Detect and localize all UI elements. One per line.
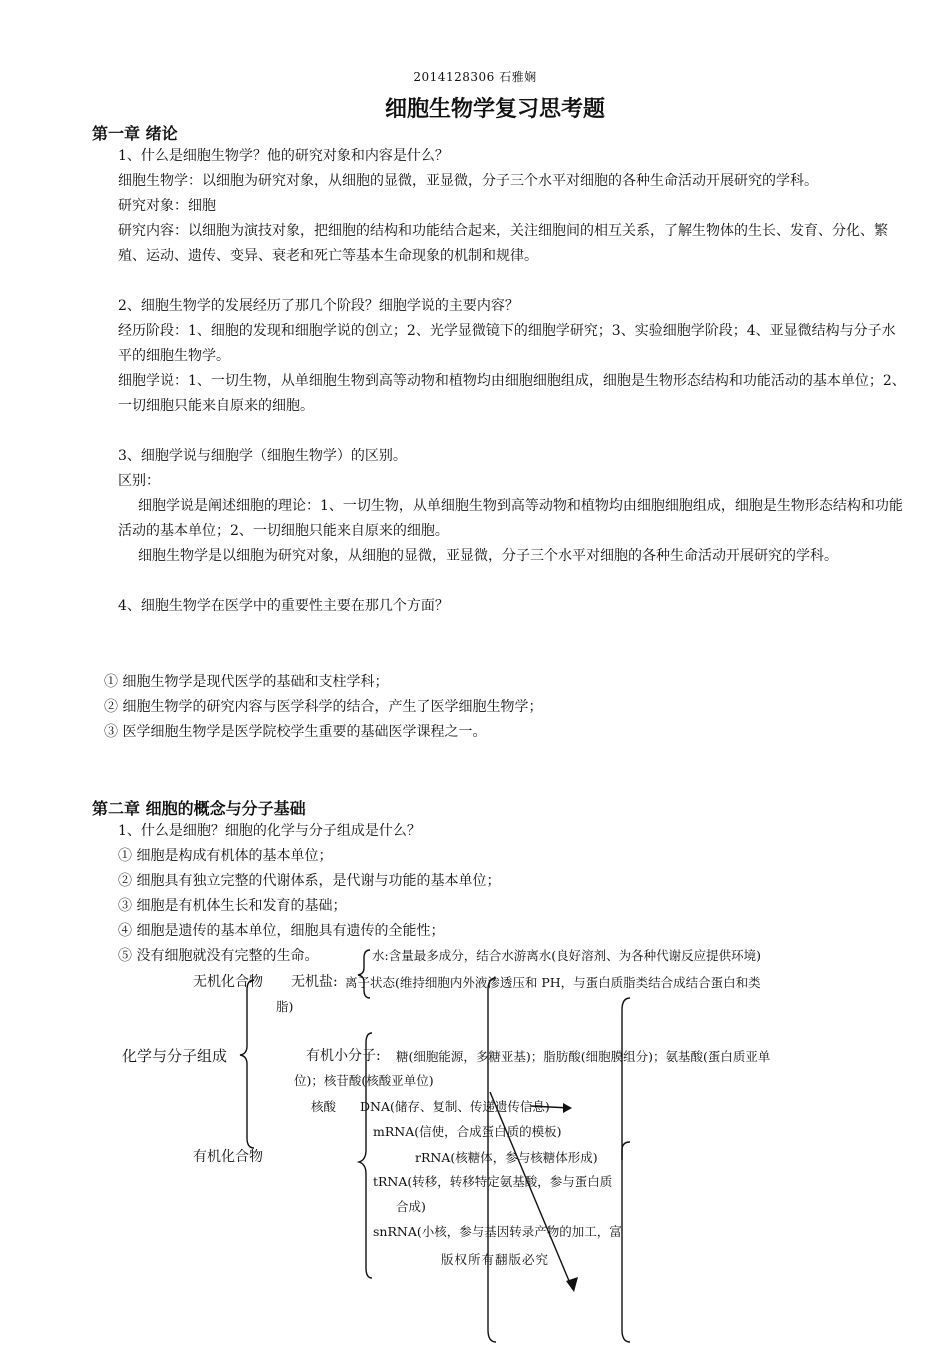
question-4: 4、细胞生物学在医学中的重要性主要在那几个方面？ (118, 598, 449, 614)
answer-cell-theory: 细胞学说：1、一切生物，从单细胞生物到高等动物和植物均由细胞细胞组成，细胞是生物形态结构和功能活动的基本单位；2、一切细胞只能来自原来的细胞。 (118, 373, 906, 414)
answer-object: 研究对象：细胞 (118, 198, 216, 214)
diagram-mrna: mRNA(信使，合成蛋白质的模板) (373, 1124, 562, 1139)
bracket-root (240, 980, 254, 1148)
page-footer: 版权所有翻版必究 (441, 1252, 550, 1267)
diagram-salt-text: 离子状态(维持细胞内外液渗透压和 PH，与蛋白质脂类结合成结合蛋白和类 (345, 975, 761, 990)
list-item: ① 细胞是构成有机体的基本单位； (118, 848, 333, 864)
bracket-inorganic (358, 950, 370, 998)
diagram-organic: 有机化合物 (193, 1149, 263, 1165)
bracket-organic (359, 1033, 372, 1278)
diagram-rrna: rRNA(核糖体，参与核糖体形成) (415, 1150, 598, 1165)
diagram-dna: DNA(储存、复制、传递遗传信息) (360, 1099, 550, 1114)
question-2: 2、细胞生物学的发展经历了那几个阶段？细胞学说的主要内容？ (118, 298, 519, 314)
answer-diff-2: 细胞生物学是以细胞为研究对象，从细胞的显微，亚显微，分子三个水平对细胞的各种生命活动开展研究的学科。 (138, 548, 838, 564)
question-1: 1、什么是细胞生物学？他的研究对象和内容是什么？ (118, 148, 449, 164)
diagram-trna: tRNA(转移，转移特定氨基酸，参与蛋白质 (373, 1174, 613, 1189)
answer-diff-1: 细胞学说是阐述细胞的理论：1、一切生物，从单细胞生物到高等动物和植物均由细胞细胞组成，细胞是生物形态结构和功能活动的基本单位；2、一切细胞只能来自原来的细胞。 (118, 498, 903, 539)
list-item: ① 细胞生物学是现代医学的基础和支柱学科； (104, 674, 389, 690)
diagram-small-label: 有机小分子: (306, 1048, 381, 1064)
answer-diff-label: 区别： (118, 473, 160, 489)
list-item: ② 细胞生物学的研究内容与医学科学的结合，产生了医学细胞生物学； (104, 699, 543, 715)
document-header: 2014128306 石雅娴 (413, 70, 537, 84)
chapter-1-heading: 第一章 绪论 (92, 124, 178, 143)
bracket-rna (622, 1142, 630, 1160)
list-item: ⑤ 没有细胞就没有完整的生命。 (118, 948, 319, 964)
list-item: ③ 细胞是有机体生长和发育的基础； (118, 898, 347, 914)
diagram-salt-label: 无机盐: (291, 974, 338, 990)
diagram-trna-cont: 合成) (396, 1199, 426, 1214)
diagram-water: 水:含量最多成分，结合水游离水(良好溶剂、为各种代谢反应提供环境) (372, 948, 761, 963)
diagram-small-text: 糖(细胞能源，多糖亚基)；脂肪酸(细胞膜组分)；氨基酸(蛋白质亚单 (396, 1049, 771, 1064)
list-item: ② 细胞具有独立完整的代谢体系，是代谢与功能的基本单位； (118, 873, 501, 889)
arrowhead-dna (563, 1103, 572, 1113)
answer-content: 研究内容：以细胞为演技对象，把细胞的结构和功能结合起来，关注细胞间的相互关系，了解生物体的生长、发育、分化、繁殖、运动、遗传、变异、衰老和死亡等基本生命现象的机制和规律。 (118, 223, 888, 264)
arrow-diagonal (490, 1092, 572, 1288)
diagram-salt-cont: 脂) (276, 999, 294, 1014)
diagram-snrna: snRNA(小核，参与基因转录产物的加工，富 (373, 1224, 622, 1239)
list-item: ③ 医学细胞生物学是医学院校学生重要的基础医学课程之一。 (104, 724, 487, 740)
chapter-2-heading: 第二章 细胞的概念与分子基础 (92, 799, 306, 818)
answer-stages: 经历阶段：1、细胞的发现和细胞学说的创立；2、光学显微镜下的细胞学研究；3、实验细胞学阶段；4、亚显微结构与分子水平的细胞生物学。 (118, 323, 896, 364)
question-1: 1、什么是细胞？细胞的化学与分子组成是什么？ (118, 823, 421, 839)
diagram-root: 化学与分子组成 (122, 1047, 228, 1065)
bracket-tall-right (622, 998, 630, 1342)
diagram-inorganic: 无机化合物 (193, 974, 263, 990)
bracket-tall-middle (488, 978, 496, 1342)
page-title: 细胞生物学复习思考题 (384, 96, 605, 122)
diagram-small-cont: 位)；核苷酸(核酸亚单位) (294, 1073, 434, 1088)
question-3: 3、细胞学说与细胞学（细胞生物学）的区别。 (118, 448, 407, 464)
answer-definition: 细胞生物学：以细胞为研究对象，从细胞的显微，亚显微，分子三个水平对细胞的各种生命活动开展研究的学科。 (118, 173, 818, 189)
diagram-nucleic: 核酸 (311, 1099, 337, 1114)
list-item: ④ 细胞是遗传的基本单位，细胞具有遗传的全能性； (118, 923, 445, 939)
